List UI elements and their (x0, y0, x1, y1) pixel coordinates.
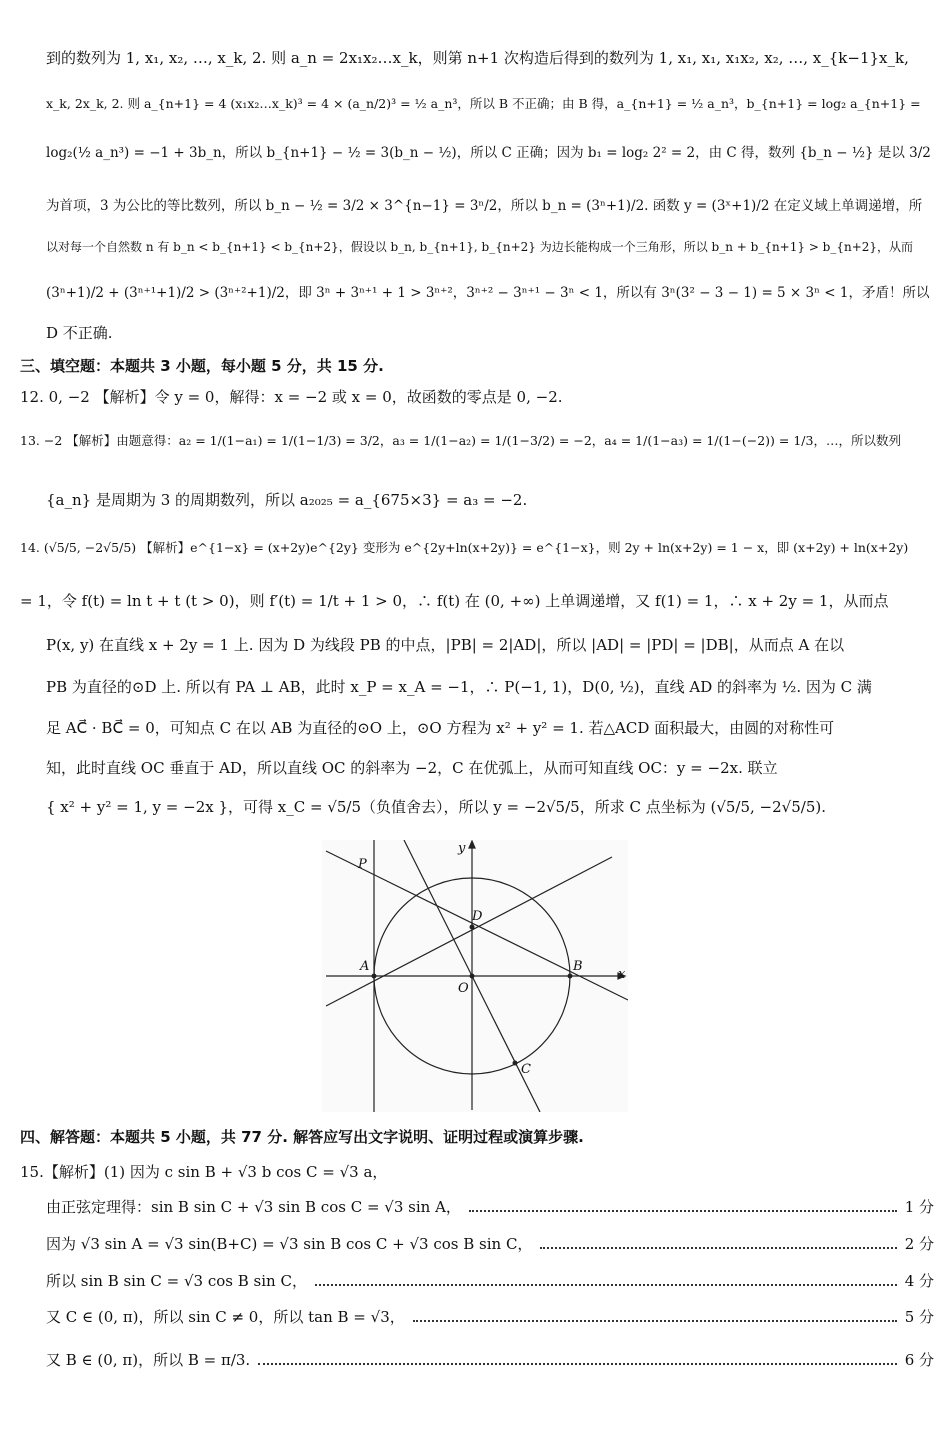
text-line: 为首项，3 为公比的等比数列，所以 b_n − ½ = 3/2 × 3^{n−1} = 3ⁿ/2，所以 b_n = (3ⁿ+1)/2. 函数 y = (3ˣ+1)/2 在定义域上单调递增，所 (46, 198, 923, 214)
answer-q14-line: 足 AC⃗ · BC⃗ = 0，可知点 C 在以 AB 为直径的⊙O 上，⊙O 方程为 x² + y² = 1. 若△ACD 面积最大，由圆的对称性可 (46, 719, 835, 737)
answer-q14-line: = 1，令 f(t) = ln t + t (t > 0)，则 f′(t) = 1/t + 1 > 0，∴ f(t) 在 (0, +∞) 上单调递增，又 f(1) = 1，∴ x + 2y = 1，从而点 (20, 592, 889, 610)
step-score: 2 分 (904, 1235, 934, 1253)
point-c (513, 1061, 518, 1066)
step-score: 6 分 (904, 1351, 934, 1369)
step-score: 4 分 (904, 1272, 934, 1290)
answer-q14-line: { x² + y² = 1, y = −2x }，可得 x_C = √5/5（负值舍去），所以 y = −2√5/5，所求 C 点坐标为 (√5/5, −2√5/5). (46, 798, 826, 816)
scoring-step (46, 1234, 934, 1254)
scoring-step (46, 1350, 934, 1370)
step-text: 因为 √3 sin A = √3 sin(B+C) = √3 sin B cos C + √3 cos B sin C， (46, 1235, 533, 1253)
dot-leader (413, 1320, 897, 1322)
geometry-figure (322, 840, 628, 1112)
step-text: 又 C ∈ (0, π)，所以 sin C ≠ 0，所以 tan B = √3， (46, 1308, 405, 1326)
answer-q13-line: 13. −2 【解析】由题意得：a₂ = 1/(1−a₁) = 1/(1−1/3) = 3/2，a₃ = 1/(1−a₂) = 1/(1−3/2) = −2，a₄ = 1/(1−a₃) = 1/(1−(−2)) = 1/3，…，所以数列 (20, 433, 901, 448)
label-x: x (618, 967, 626, 982)
answer-q14-line: 14. (√5/5, −2√5/5) 【解析】e^{1−x} = (x+2y)e^{2y} 变形为 e^{2y+ln(x+2y)} = e^{1−x}，则 2y + ln(x+2y) = 1 − x，即 (x+2y) + ln(x+2y) (20, 540, 909, 555)
answer-q12: 12. 0, −2 【解析】令 y = 0，解得：x = −2 或 x = 0，故函数的零点是 0, −2. (20, 388, 563, 406)
dot-leader (469, 1210, 897, 1212)
point-o (470, 974, 475, 979)
text-line: 以对每一个自然数 n 有 b_n < b_{n+1} < b_{n+2}，假设以 b_n, b_{n+1}, b_{n+2} 为边长能构成一个三角形，所以 b_n + b_{n+1} > b_{n+2}，从而 (46, 240, 914, 254)
point-a (372, 974, 377, 979)
dot-leader (315, 1284, 897, 1286)
step-text: 又 B ∈ (0, π)，所以 B = π/3. (46, 1351, 251, 1369)
answer-q15-intro: 15.【解析】(1) 因为 c sin B + √3 b cos C = √3 a， (20, 1163, 388, 1181)
answer-q13-line: {a_n} 是周期为 3 的周期数列，所以 a₂₀₂₅ = a_{675×3} = a₃ = −2. (46, 491, 528, 509)
point-b (568, 974, 573, 979)
answer-q14-line: PB 为直径的⊙D 上. 所以有 PA ⊥ AB，此时 x_P = x_A = −1，∴ P(−1, 1)，D(0, ½)，直线 AD 的斜率为 ½. 因为 C 满 (46, 678, 872, 696)
step-text: 由正弦定理得：sin B sin C + √3 sin B cos C = √3 sin A， (46, 1198, 461, 1216)
section-heading-solutions: 四、解答题：本题共 5 小题，共 77 分. 解答应写出文字说明、证明过程或演算步骤. (20, 1128, 584, 1146)
dot-leader (258, 1363, 896, 1365)
label-a: A (360, 959, 370, 974)
scoring-step (46, 1307, 934, 1327)
label-c: C (521, 1062, 531, 1077)
text-line: 到的数列为 1, x₁, x₂, …, x_k, 2. 则 a_n = 2x₁x₂…x_k，则第 n+1 次构造后得到的数列为 1, x₁, x₁, x₁x₂, x₂, …, x_{k−1}x_k, (46, 49, 909, 67)
step-text: 所以 sin B sin C = √3 cos B sin C， (46, 1272, 307, 1290)
step-score: 5 分 (904, 1308, 934, 1326)
y-axis-arrow (469, 841, 475, 848)
label-b: B (573, 959, 583, 974)
dot-leader (540, 1247, 896, 1249)
text-line: x_k, 2x_k, 2. 则 a_{n+1} = 4 (x₁x₂…x_k)³ = 4 × (a_n/2)³ = ½ a_n³，所以 B 不正确；由 B 得，a_{n+1} = ½ a_n³，b_{n+1} = log₂ a_{n+1} = (46, 96, 921, 111)
text-line: log₂(½ a_n³) = −1 + 3b_n，所以 b_{n+1} − ½ = 3(b_n − ½)，所以 C 正确；因为 b₁ = log₂ 2² = 2，由 C 得，数列 {b_n − ½} 是以 3/2 (46, 145, 931, 161)
step-score: 1 分 (904, 1198, 934, 1216)
label-d: D (472, 909, 483, 924)
scoring-step (46, 1271, 934, 1291)
point-d (470, 925, 475, 930)
line-pb (326, 851, 628, 1000)
answer-q14-line: P(x, y) 在直线 x + 2y = 1 上. 因为 D 为线段 PB 的中点，|PB| = 2|AD|，所以 |AD| = |PD| = |DB|，从而点 A 在以 (46, 636, 845, 654)
text-line: (3ⁿ+1)/2 + (3ⁿ⁺¹+1)/2 > (3ⁿ⁺²+1)/2，即 3ⁿ + 3ⁿ⁺¹ + 1 > 3ⁿ⁺²，3ⁿ⁺² − 3ⁿ⁺¹ − 3ⁿ < 1，所以有 3ⁿ(3² − 3 − 1) = 5 × 3ⁿ < 1，矛盾！所以 (46, 285, 930, 301)
label-y: y (458, 841, 466, 856)
section-heading-fill-in: 三、填空题：本题共 3 小题，每小题 5 分，共 15 分. (20, 357, 384, 375)
answer-q14-line: 知，此时直线 OC 垂直于 AD，所以直线 OC 的斜率为 −2，C 在优弧上，从而可知直线 OC：y = −2x. 联立 (46, 759, 778, 777)
scoring-step (46, 1197, 934, 1217)
label-o: O (458, 981, 469, 996)
text-line: D 不正确. (46, 324, 113, 342)
label-p: P (358, 857, 367, 872)
